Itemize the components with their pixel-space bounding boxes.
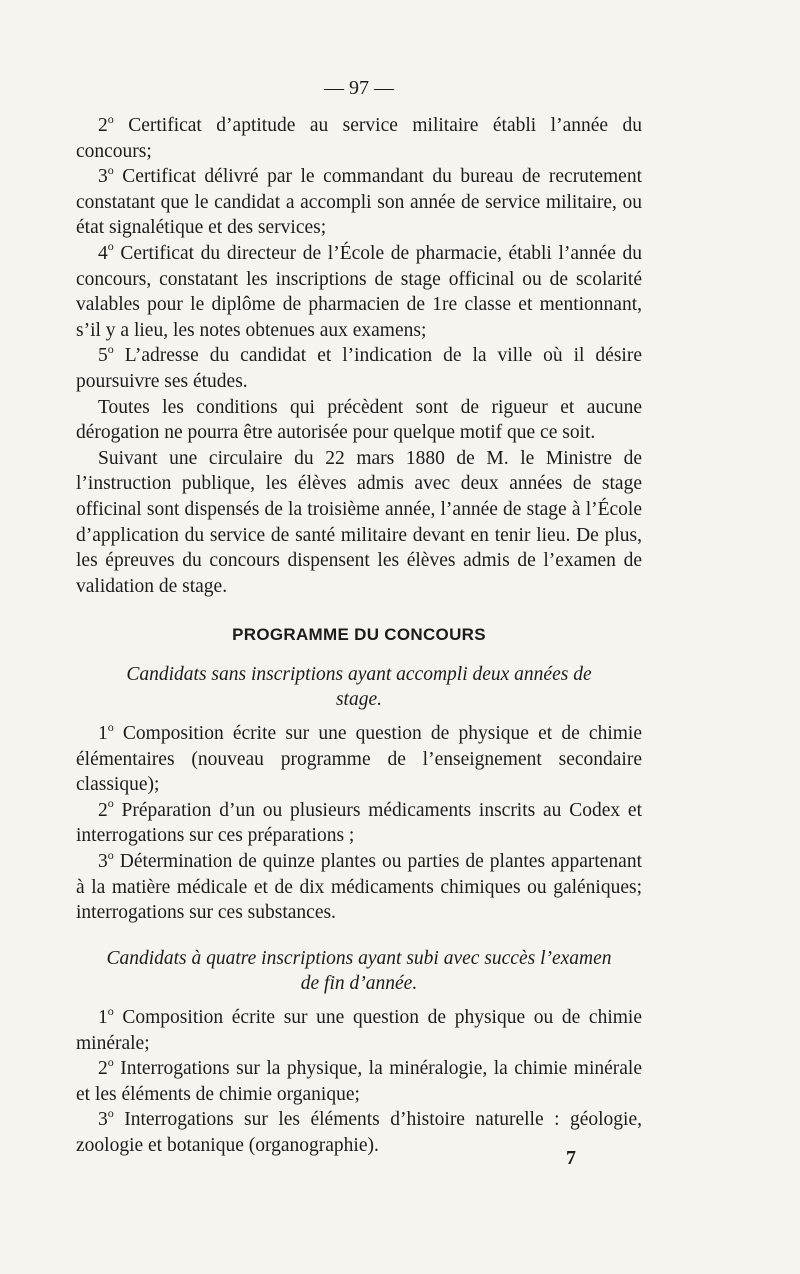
paragraph-circulaire: Suivant une circulaire du 22 mars 1880 de M. le Ministre de l’instruction publique, les élèves admis avec deux années de stage officinal sont dispensés de la troisième année, l’année de stage à l’École d’application du service de santé militaire devant en tenir lieu. De plus, les épreuves du concours dispensent les élèves admis de l’examen de validation de stage. xyxy=(76,447,642,597)
item-text: Certificat du directeur de l’École de pharmacie, établi l’année du concours, constatant les inscriptions de stage officinal ou de scolarité valables pour le diplôme de pharmacien de 1re classe et mentionnant, s’il y a lieu, les notes obtenues aux examens; xyxy=(76,242,642,341)
paragraph-conditions: Toutes les conditions qui précèdent sont de rigueur et aucune dérogation ne pourra être autorisée pour quelque motif que ce soit. xyxy=(76,396,642,444)
page-number: — 97 — xyxy=(324,77,394,99)
section1-item-1 xyxy=(76,721,642,798)
section1-title: Candidats sans inscriptions ayant accompli deux années de stage. xyxy=(126,663,592,711)
item-text: L’adresse du candidat et l’indication de la ville où il désire poursuivre ses études. xyxy=(76,345,642,392)
item-number: 5 xyxy=(98,345,108,367)
item-number: 3 xyxy=(98,166,108,188)
item-ordinal: o xyxy=(107,239,114,254)
item-text: Détermination de quinze plantes ou parties de plantes appartenant à la matière médicale et de dix médicaments chimiques ou galéniques; interrogations sur ces substances. xyxy=(76,851,642,924)
item-number: 3 xyxy=(98,851,108,873)
signature-mark: 7 xyxy=(566,1147,576,1169)
section2-title: Candidats à quatre inscriptions ayant subi avec succès l’examen de fin d’année. xyxy=(106,947,612,995)
item-number: 2 xyxy=(98,1058,108,1080)
paragraph-item-5 xyxy=(76,343,642,394)
item-ordinal: o xyxy=(107,1054,114,1069)
item-number: 1 xyxy=(98,723,108,745)
item-ordinal: o xyxy=(107,1105,114,1120)
section2-item-3 xyxy=(76,1107,642,1158)
item-ordinal: o xyxy=(107,111,114,126)
item-text: Certificat délivré par le commandant du bureau de recrutement constatant que le candidat a accompli son année de service militaire, ou état signalétique et des services; xyxy=(76,166,642,239)
item-text: Interrogations sur la physique, la minéralogie, la chimie minérale et les éléments de chimie organique; xyxy=(76,1058,642,1105)
item-ordinal: o xyxy=(107,847,114,862)
item-number: 2 xyxy=(98,799,108,821)
item-ordinal: o xyxy=(107,341,114,356)
item-number: 3 xyxy=(98,1109,108,1131)
item-ordinal: o xyxy=(107,719,114,734)
section1-item-2 xyxy=(76,798,642,849)
section-heading: PROGRAMME DU CONCOURS xyxy=(232,625,486,645)
item-ordinal: o xyxy=(107,796,114,811)
section2-item-2 xyxy=(76,1056,642,1107)
item-text: Interrogations sur les éléments d’histoire naturelle : géologie, zoologie et botanique (organographie). xyxy=(76,1109,642,1156)
section2-item-1 xyxy=(76,1005,642,1056)
paragraph-item-4 xyxy=(76,241,642,343)
section1-item-3 xyxy=(76,849,642,926)
item-number: 4 xyxy=(98,242,108,264)
item-text: Préparation d’un ou plusieurs médicaments inscrits au Codex et interrogations sur ces préparations ; xyxy=(76,799,642,847)
paragraph-item-2 xyxy=(76,113,642,164)
paragraph-item-3 xyxy=(76,164,642,241)
item-number: 1 xyxy=(98,1007,108,1028)
item-text: Certificat d’aptitude au service militaire établi l’année du concours; xyxy=(76,115,642,162)
item-text: Composition écrite sur une question de physique et de chimie élémentaires (nouveau programme de l’enseignement secondaire classique); xyxy=(76,723,642,796)
item-ordinal: o xyxy=(107,1003,114,1018)
item-ordinal: o xyxy=(107,162,114,177)
item-number: 2 xyxy=(98,115,108,136)
item-text: Composition écrite sur une question de physique ou de chimie minérale; xyxy=(76,1007,642,1054)
